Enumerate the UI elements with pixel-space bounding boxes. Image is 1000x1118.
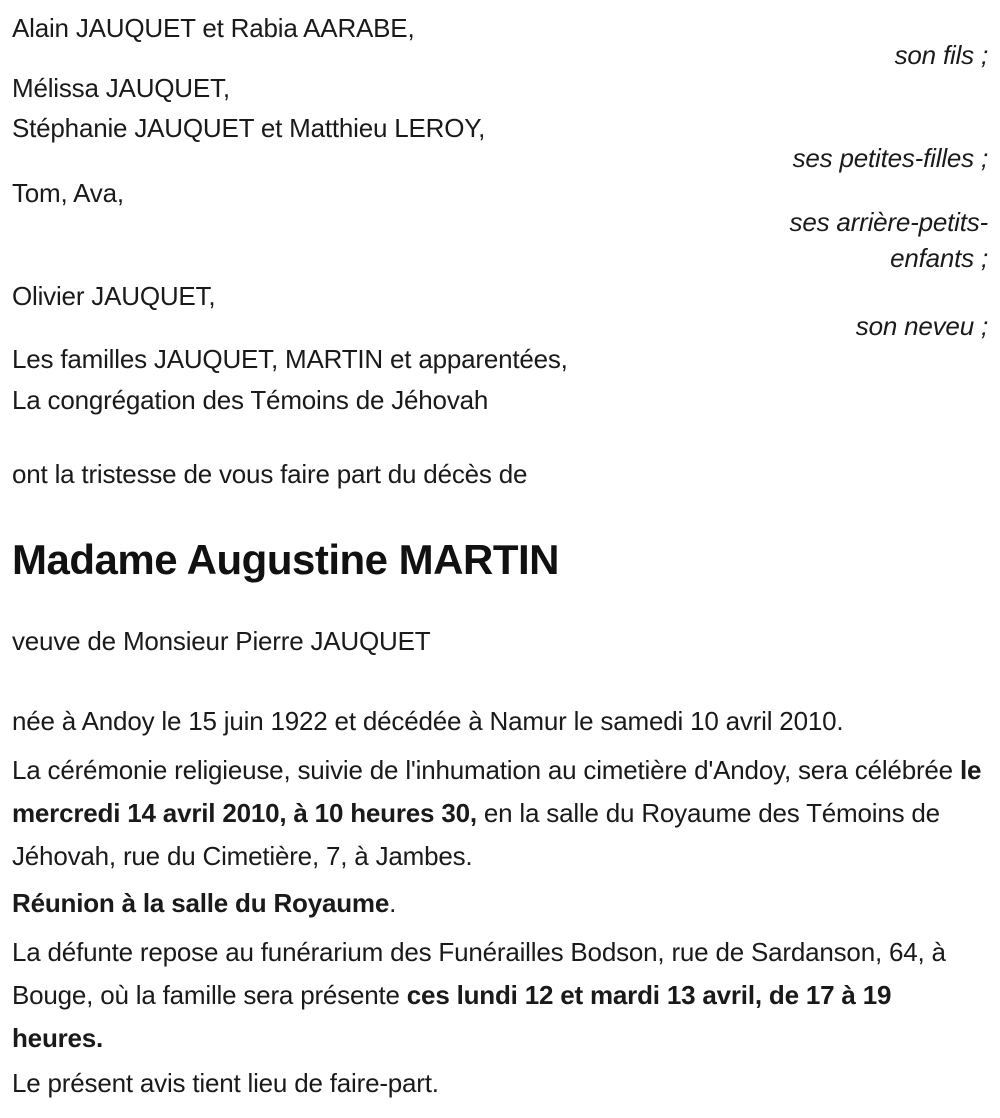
family-name-line: Stéphanie JAUQUET et Matthieu LEROY, <box>12 113 486 143</box>
ceremony-date-bold: le mercredi 14 avril 2010, à 10 heures 30, <box>12 755 982 828</box>
family-name-line: Mélissa JAUQUET, <box>12 73 230 103</box>
deceased-name-title: Madame Augustine MARTIN <box>12 536 559 583</box>
relation-label: son neveu ; <box>855 311 988 341</box>
family-name-line: Tom, Ava, <box>12 178 124 208</box>
vigil-text: La défunte repose au funérarium des Funérailles Bodson, rue de Sardanson, 64, à Bouge, où la famille sera présente <box>12 937 946 1010</box>
announcement-line: ont la tristesse de vous faire part du décès de <box>12 459 528 489</box>
closing-line: Le présent avis tient lieu de faire-part. <box>12 1068 439 1098</box>
family-name-line: La congrégation des Témoins de Jéhovah <box>12 385 489 415</box>
family-name-line: Alain JAUQUET et Rabia AARABE, <box>12 13 415 43</box>
family-name-line: Les familles JAUQUET, MARTIN et apparentées, <box>12 344 568 374</box>
ceremony-paragraph <box>12 749 988 878</box>
meeting-period: . <box>389 888 397 918</box>
meeting-line <box>12 882 988 925</box>
family-name-line: Olivier JAUQUET, <box>12 281 216 311</box>
family-section <box>12 12 988 417</box>
ceremony-text: La cérémonie religieuse, suivie de l'inhumation au cimetière d'Andoy, sera célébrée <box>12 755 960 785</box>
vigil-dates-bold: ces lundi 12 et mardi 13 avril, de 17 à 19 heures. <box>12 980 892 1053</box>
life-dates-line: née à Andoy le 15 juin 1922 et décédée à Namur le samedi 10 avril 2010. <box>12 706 844 736</box>
vigil-paragraph <box>12 931 988 1060</box>
meeting-bold: Réunion à la salle du Royaume <box>12 888 390 918</box>
widow-line: veuve de Monsieur Pierre JAUQUET <box>12 626 431 656</box>
relation-label: son fils ; <box>894 40 988 70</box>
relation-label: ses arrière-petits-enfants ; <box>789 207 988 273</box>
relation-label: ses petites-filles ; <box>792 143 988 173</box>
ceremony-text: en la salle du Royaume des Témoins de Jéhovah, rue du Cimetière, 7, à Jambes. <box>12 798 940 871</box>
